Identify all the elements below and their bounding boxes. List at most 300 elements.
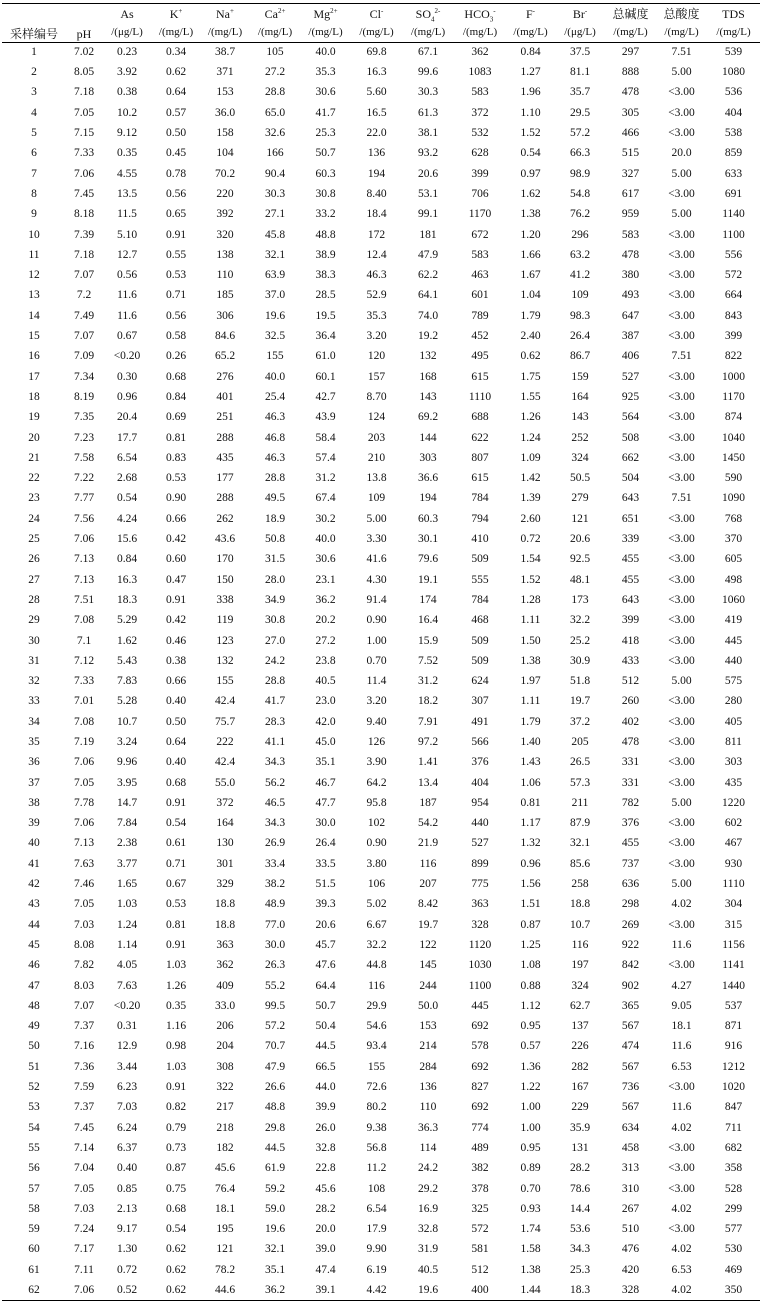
- cell-so4: 47.9: [417, 248, 439, 261]
- table-row: [2, 1281, 760, 1301]
- header-f: [506, 4, 555, 23]
- cell-tds: 498: [724, 573, 743, 586]
- cell-ph: 7.45: [73, 1121, 95, 1134]
- cell-f: 1.09: [520, 451, 541, 464]
- cell-mg: 39.0: [315, 1243, 336, 1256]
- cell-ca: 29.8: [264, 1121, 286, 1134]
- cell-na: 182: [216, 1141, 234, 1154]
- cell-na: 306: [216, 309, 234, 322]
- cell-acidity: 11.6: [671, 938, 692, 951]
- header-mg-charge: 2+: [330, 7, 338, 15]
- table-header: [2, 4, 760, 43]
- cell-as: 0.67: [116, 330, 138, 343]
- cell-hco3: 445: [471, 999, 489, 1012]
- cell-so4: 97.2: [417, 735, 439, 748]
- cell-br: 87.9: [569, 817, 591, 830]
- cell-ph: 7.17: [73, 1243, 95, 1256]
- cell-alkalinity: 455: [621, 573, 640, 586]
- header-ca: [250, 4, 300, 23]
- cell-as: 2.38: [116, 837, 138, 850]
- cell-as: 3.44: [116, 1060, 138, 1073]
- cell-k: 0.62: [165, 1243, 187, 1256]
- cell-na: 288: [216, 431, 234, 444]
- cell-hco3: 784: [471, 593, 489, 606]
- cell-mg: 33.2: [315, 208, 336, 221]
- header-mg-symbol: Mg: [313, 7, 331, 21]
- cell-na: 177: [216, 472, 234, 485]
- cell-na: 308: [216, 1060, 234, 1073]
- table-row: [2, 509, 760, 529]
- cell-alkalinity: 925: [621, 390, 640, 403]
- cell-sample-id: 47: [28, 979, 40, 992]
- cell-k: 0.65: [165, 208, 187, 221]
- cell-as: 3.77: [116, 857, 138, 870]
- cell-acidity: <3.00: [668, 127, 695, 140]
- cell-cl: 1.00: [366, 634, 387, 647]
- header-so4: [402, 4, 454, 23]
- cell-cl: 9.38: [366, 1121, 387, 1134]
- cell-cl: 194: [367, 167, 386, 180]
- table-row: [2, 834, 760, 854]
- cell-f: 0.88: [520, 979, 541, 992]
- header-na: [200, 4, 250, 23]
- table-row: [2, 814, 760, 834]
- cell-f: 1.32: [520, 837, 541, 850]
- cell-na: 104: [216, 147, 234, 160]
- cell-f: 0.93: [520, 1202, 541, 1215]
- cell-cl: 72.6: [366, 1081, 387, 1094]
- cell-tds: 916: [724, 1040, 743, 1053]
- cell-sample-id: 5: [31, 127, 37, 140]
- cell-f: 0.57: [520, 1040, 541, 1053]
- cell-so4: 54.2: [417, 817, 439, 830]
- cell-sample-id: 59: [28, 1223, 40, 1236]
- cell-so4: 24.2: [417, 1162, 439, 1175]
- cell-mg: 23.8: [315, 654, 336, 667]
- cell-as: 5.10: [116, 228, 138, 241]
- cell-cl: 210: [367, 451, 386, 464]
- cell-as: 5.28: [116, 695, 138, 708]
- cell-ca: 34.9: [264, 593, 286, 606]
- cell-acidity: <3.00: [668, 837, 695, 850]
- header-na-charge: +: [230, 7, 234, 15]
- cell-cl: 12.4: [366, 248, 387, 261]
- cell-mg: 61.0: [315, 350, 336, 363]
- cell-hco3: 706: [471, 187, 489, 200]
- cell-cl: 9.40: [366, 715, 387, 728]
- cell-acidity: <3.00: [668, 1162, 695, 1175]
- cell-k: 0.68: [165, 1202, 187, 1215]
- cell-acidity: 11.6: [671, 1040, 692, 1053]
- header-na-symbol: Na: [216, 7, 231, 21]
- cell-br: 98.3: [569, 309, 591, 322]
- cell-as: 13.5: [116, 187, 138, 200]
- cell-cl: 124: [367, 411, 386, 424]
- cell-hco3: 509: [471, 654, 489, 667]
- cell-so4: 21.9: [417, 837, 439, 850]
- cell-ph: 7.13: [73, 573, 95, 586]
- cell-hco3: 899: [471, 857, 489, 870]
- table-row: [2, 1078, 760, 1098]
- cell-ca: 30.8: [264, 614, 286, 627]
- cell-f: 0.96: [520, 857, 541, 870]
- unit-acidity: /(mg/L): [656, 22, 707, 43]
- cell-ph: 7.03: [73, 918, 95, 931]
- cell-cl: 46.3: [366, 269, 387, 282]
- unit-as: /(μg/L): [102, 22, 152, 43]
- cell-na: 276: [216, 370, 234, 383]
- cell-tds: 1450: [722, 451, 745, 464]
- cell-hco3: 527: [471, 837, 489, 850]
- cell-mg: 36.4: [315, 330, 336, 343]
- cell-alkalinity: 399: [621, 614, 640, 627]
- cell-tds: 435: [724, 776, 743, 789]
- cell-sample-id: 26: [28, 553, 40, 566]
- cell-na: 18.8: [214, 898, 236, 911]
- cell-br: 121: [571, 512, 589, 525]
- cell-tds: 530: [724, 1243, 743, 1256]
- cell-alkalinity: 298: [621, 898, 640, 911]
- cell-ca: 90.4: [264, 167, 286, 180]
- table-row: [2, 936, 760, 956]
- cell-sample-id: 24: [28, 512, 40, 525]
- unit-k: /(mg/L): [152, 22, 200, 43]
- cell-so4: 67.1: [417, 46, 439, 59]
- cell-so4: 132: [419, 350, 437, 363]
- cell-so4: 61.3: [417, 106, 439, 119]
- table-row: [2, 1220, 760, 1240]
- cell-hco3: 1170: [468, 208, 492, 221]
- cell-br: 258: [571, 878, 589, 891]
- cell-br: 26.4: [569, 330, 591, 343]
- cell-tds: 1080: [722, 66, 745, 79]
- cell-br: 57.3: [569, 776, 591, 789]
- cell-as: 14.7: [116, 796, 138, 809]
- header-f-symbol: F: [525, 7, 533, 21]
- cell-hco3: 628: [471, 147, 489, 160]
- cell-f: 1.54: [520, 553, 541, 566]
- cell-as: 0.56: [116, 269, 138, 282]
- cell-as: 11.6: [117, 309, 137, 322]
- header-sample-id: 采样编号: [2, 4, 66, 43]
- cell-sample-id: 37: [28, 776, 40, 789]
- cell-acidity: <3.00: [668, 533, 695, 546]
- unit-hco3: /(mg/L): [454, 22, 506, 43]
- cell-so4: 214: [419, 1040, 437, 1053]
- cell-alkalinity: 508: [621, 431, 640, 444]
- cell-cl: 126: [367, 735, 386, 748]
- cell-as: 6.24: [116, 1121, 138, 1134]
- cell-ph: 7.06: [73, 533, 95, 546]
- cell-k: 0.71: [165, 857, 187, 870]
- cell-ph: 7.22: [73, 472, 95, 485]
- cell-ph: 7.08: [73, 614, 95, 627]
- cell-ph: 7.59: [73, 1081, 95, 1094]
- cell-cl: 91.4: [366, 593, 387, 606]
- cell-br: 78.6: [569, 1182, 591, 1195]
- cell-ph: 7.03: [73, 1202, 95, 1215]
- cell-hco3: 774: [471, 1121, 489, 1134]
- table-row: [2, 1098, 760, 1118]
- cell-cl: 17.9: [366, 1223, 387, 1236]
- cell-f: 1.52: [520, 573, 541, 586]
- cell-ph: 7.24: [73, 1223, 95, 1236]
- cell-br: 324: [571, 979, 589, 992]
- table-row: [2, 1037, 760, 1057]
- cell-alkalinity: 466: [621, 127, 640, 140]
- cell-mg: 19.5: [315, 309, 336, 322]
- cell-acidity: <3.00: [668, 512, 695, 525]
- cell-hco3: 1110: [468, 390, 492, 403]
- cell-br: 252: [571, 431, 589, 444]
- cell-as: 18.3: [116, 593, 138, 606]
- cell-so4: 16.9: [417, 1202, 439, 1215]
- unit-br: /(μg/L): [555, 22, 605, 43]
- cell-acidity: 4.02: [671, 1121, 692, 1134]
- cell-hco3: 404: [471, 776, 489, 789]
- cell-mg: 40.0: [315, 533, 336, 546]
- cell-br: 131: [571, 1141, 589, 1154]
- cell-mg: 20.6: [315, 918, 336, 931]
- cell-ca: 26.9: [264, 837, 286, 850]
- cell-k: 0.78: [165, 167, 187, 180]
- table-row: [2, 875, 760, 895]
- cell-ca: 155: [266, 350, 284, 363]
- cell-acidity: <3.00: [668, 715, 695, 728]
- cell-as: 0.85: [116, 1182, 138, 1195]
- cell-hco3: 1083: [468, 66, 492, 79]
- cell-hco3: 775: [471, 878, 489, 891]
- cell-tds: 1141: [722, 959, 745, 972]
- cell-mg: 47.7: [315, 796, 336, 809]
- cell-alkalinity: 406: [621, 350, 640, 363]
- table-row: [2, 489, 760, 509]
- cell-so4: 110: [419, 1101, 437, 1114]
- cell-na: 121: [216, 1243, 234, 1256]
- table-row: [2, 327, 760, 347]
- cell-cl: 11.4: [366, 675, 387, 688]
- cell-na: 36.0: [214, 106, 236, 119]
- cell-so4: 1.41: [417, 756, 439, 769]
- cell-acidity: 4.27: [671, 979, 692, 992]
- cell-na: 409: [216, 979, 234, 992]
- cell-as: 9.17: [116, 1223, 138, 1236]
- table-row: [2, 306, 760, 326]
- cell-hco3: 572: [471, 1223, 489, 1236]
- cell-ca: 166: [266, 147, 284, 160]
- cell-ca: 65.0: [264, 106, 286, 119]
- cell-f: 1.08: [520, 959, 541, 972]
- cell-as: 1.65: [116, 878, 138, 891]
- cell-sample-id: 22: [28, 472, 40, 485]
- cell-mg: 51.5: [315, 878, 336, 891]
- cell-acidity: <3.00: [668, 614, 695, 627]
- cell-alkalinity: 515: [621, 147, 640, 160]
- cell-alkalinity: 387: [621, 330, 640, 343]
- cell-so4: 30.3: [417, 86, 439, 99]
- cell-so4: 60.3: [417, 512, 439, 525]
- unit-ca: /(mg/L): [250, 22, 300, 43]
- cell-cl: 3.20: [366, 330, 387, 343]
- cell-ph: 8.19: [73, 390, 95, 403]
- cell-k: 0.26: [165, 350, 187, 363]
- cell-ph: 7.2: [76, 289, 92, 302]
- table-row: [2, 956, 760, 976]
- table-row: [2, 1240, 760, 1260]
- cell-acidity: <3.00: [668, 451, 695, 464]
- cell-ca: 31.5: [264, 553, 286, 566]
- cell-mg: 36.2: [315, 593, 336, 606]
- cell-na: 217: [216, 1101, 234, 1114]
- cell-cl: 13.8: [366, 472, 387, 485]
- cell-acidity: <3.00: [668, 573, 695, 586]
- cell-so4: 143: [419, 390, 437, 403]
- table-row: [2, 408, 760, 428]
- cell-ca: 18.9: [264, 512, 286, 525]
- cell-as: 7.63: [116, 979, 138, 992]
- cell-acidity: 9.05: [671, 999, 692, 1012]
- table-row: [2, 996, 760, 1016]
- cell-so4: 64.1: [417, 289, 439, 302]
- cell-cl: 109: [367, 492, 386, 505]
- header-f-charge: -: [532, 7, 536, 15]
- cell-ph: 7.35: [73, 411, 95, 424]
- cell-sample-id: 41: [28, 857, 40, 870]
- cell-alkalinity: 478: [621, 248, 640, 261]
- cell-tds: 419: [724, 614, 743, 627]
- cell-as: <0.20: [113, 350, 141, 363]
- cell-hco3: 1120: [468, 938, 492, 951]
- cell-so4: 7.91: [417, 715, 439, 728]
- cell-k: 0.83: [165, 451, 187, 464]
- cell-cl: 95.8: [366, 796, 387, 809]
- cell-so4: 79.6: [417, 553, 439, 566]
- cell-ca: 56.2: [264, 776, 286, 789]
- cell-br: 48.1: [569, 573, 591, 586]
- cell-cl: 120: [367, 350, 386, 363]
- cell-tds: 682: [724, 1141, 743, 1154]
- cell-br: 51.8: [569, 675, 591, 688]
- cell-cl: 64.2: [366, 776, 387, 789]
- cell-alkalinity: 313: [621, 1162, 640, 1175]
- cell-sample-id: 9: [31, 208, 37, 221]
- cell-mg: 30.0: [315, 817, 336, 830]
- cell-f: 1.38: [520, 208, 541, 221]
- cell-acidity: 7.51: [671, 46, 692, 59]
- cell-k: 0.66: [165, 512, 187, 525]
- cell-cl: 93.4: [366, 1040, 387, 1053]
- cell-mg: 45.0: [315, 735, 336, 748]
- cell-cl: 102: [367, 817, 386, 830]
- cell-br: 116: [571, 938, 589, 951]
- cell-ph: 7.09: [73, 350, 95, 363]
- cell-k: 0.53: [165, 898, 187, 911]
- cell-k: 0.79: [165, 1121, 187, 1134]
- cell-na: 38.7: [214, 46, 236, 59]
- cell-k: 0.68: [165, 776, 187, 789]
- header-tds: TDS: [707, 4, 760, 23]
- cell-alkalinity: 260: [621, 695, 640, 708]
- cell-sample-id: 12: [28, 269, 40, 282]
- cell-acidity: <3.00: [668, 695, 695, 708]
- cell-f: 1.50: [520, 634, 541, 647]
- cell-so4: 284: [419, 1060, 437, 1073]
- cell-ca: 47.9: [264, 1060, 286, 1073]
- cell-cl: 0.90: [366, 614, 387, 627]
- header-cl-charge: -: [381, 7, 384, 15]
- cell-ca: 49.5: [264, 492, 286, 505]
- cell-tds: 299: [724, 1202, 743, 1215]
- cell-ca: 46.3: [264, 411, 286, 424]
- table-row: [2, 692, 760, 712]
- cell-sample-id: 20: [28, 431, 40, 444]
- cell-sample-id: 62: [2, 1281, 66, 1301]
- table-row: [2, 164, 760, 184]
- table-row: [2, 83, 760, 103]
- cell-f: 1.67: [520, 269, 541, 282]
- cell-alkalinity: 643: [621, 593, 640, 606]
- cell-acidity: <3.00: [668, 959, 695, 972]
- cell-ca: 33.4: [264, 857, 286, 870]
- cell-ph: 7.18: [73, 248, 95, 261]
- cell-so4: 114: [419, 1141, 437, 1154]
- cell-acidity: 4.02: [671, 1202, 692, 1215]
- table-row: [2, 1260, 760, 1280]
- cell-k: 0.64: [165, 735, 187, 748]
- cell-cl: 69.8: [366, 46, 387, 59]
- cell-f: 1.17: [520, 817, 541, 830]
- cell-so4: 16.4: [417, 614, 439, 627]
- cell-hco3: 672: [471, 228, 489, 241]
- cell-alkalinity: 331: [621, 756, 640, 769]
- cell-as: 5.43: [116, 654, 138, 667]
- cell-br: 167: [571, 1081, 589, 1094]
- cell-cl: 6.54: [366, 1202, 387, 1215]
- cell-na: 150: [216, 573, 234, 586]
- cell-f: 0.81: [520, 796, 541, 809]
- cell-cl: 108: [367, 1182, 386, 1195]
- cell-mg: 41.7: [315, 106, 336, 119]
- cell-tds: 1212: [722, 1060, 745, 1073]
- cell-so4: 19.6: [402, 1281, 454, 1301]
- cell-ca: 46.5: [264, 796, 286, 809]
- cell-cl: 8.70: [366, 390, 387, 403]
- cell-ca: 70.7: [264, 1040, 286, 1053]
- cell-ph: 8.05: [73, 66, 95, 79]
- cell-k: 0.55: [165, 248, 187, 261]
- table-row: [2, 591, 760, 611]
- cell-mg: 45.6: [315, 1182, 336, 1195]
- cell-acidity: 4.02: [656, 1281, 707, 1301]
- header-k-charge: +: [178, 7, 183, 15]
- cell-as: 3.95: [116, 776, 138, 789]
- cell-sample-id: 50: [28, 1040, 40, 1053]
- cell-mg: 23.0: [315, 695, 336, 708]
- header-ph: pH: [66, 4, 102, 43]
- cell-f: 1.22: [520, 1081, 541, 1094]
- cell-so4: 36.3: [417, 1121, 439, 1134]
- cell-br: 85.6: [569, 857, 591, 870]
- cell-so4: 19.7: [417, 918, 439, 931]
- cell-acidity: <3.00: [668, 269, 695, 282]
- table-row: [2, 753, 760, 773]
- cell-cl: 106: [367, 878, 386, 891]
- cell-hco3: 807: [471, 451, 489, 464]
- cell-k: 0.42: [165, 614, 187, 627]
- cell-tds: 440: [724, 654, 743, 667]
- cell-ca: 40.0: [264, 370, 286, 383]
- cell-as: 3.92: [116, 66, 138, 79]
